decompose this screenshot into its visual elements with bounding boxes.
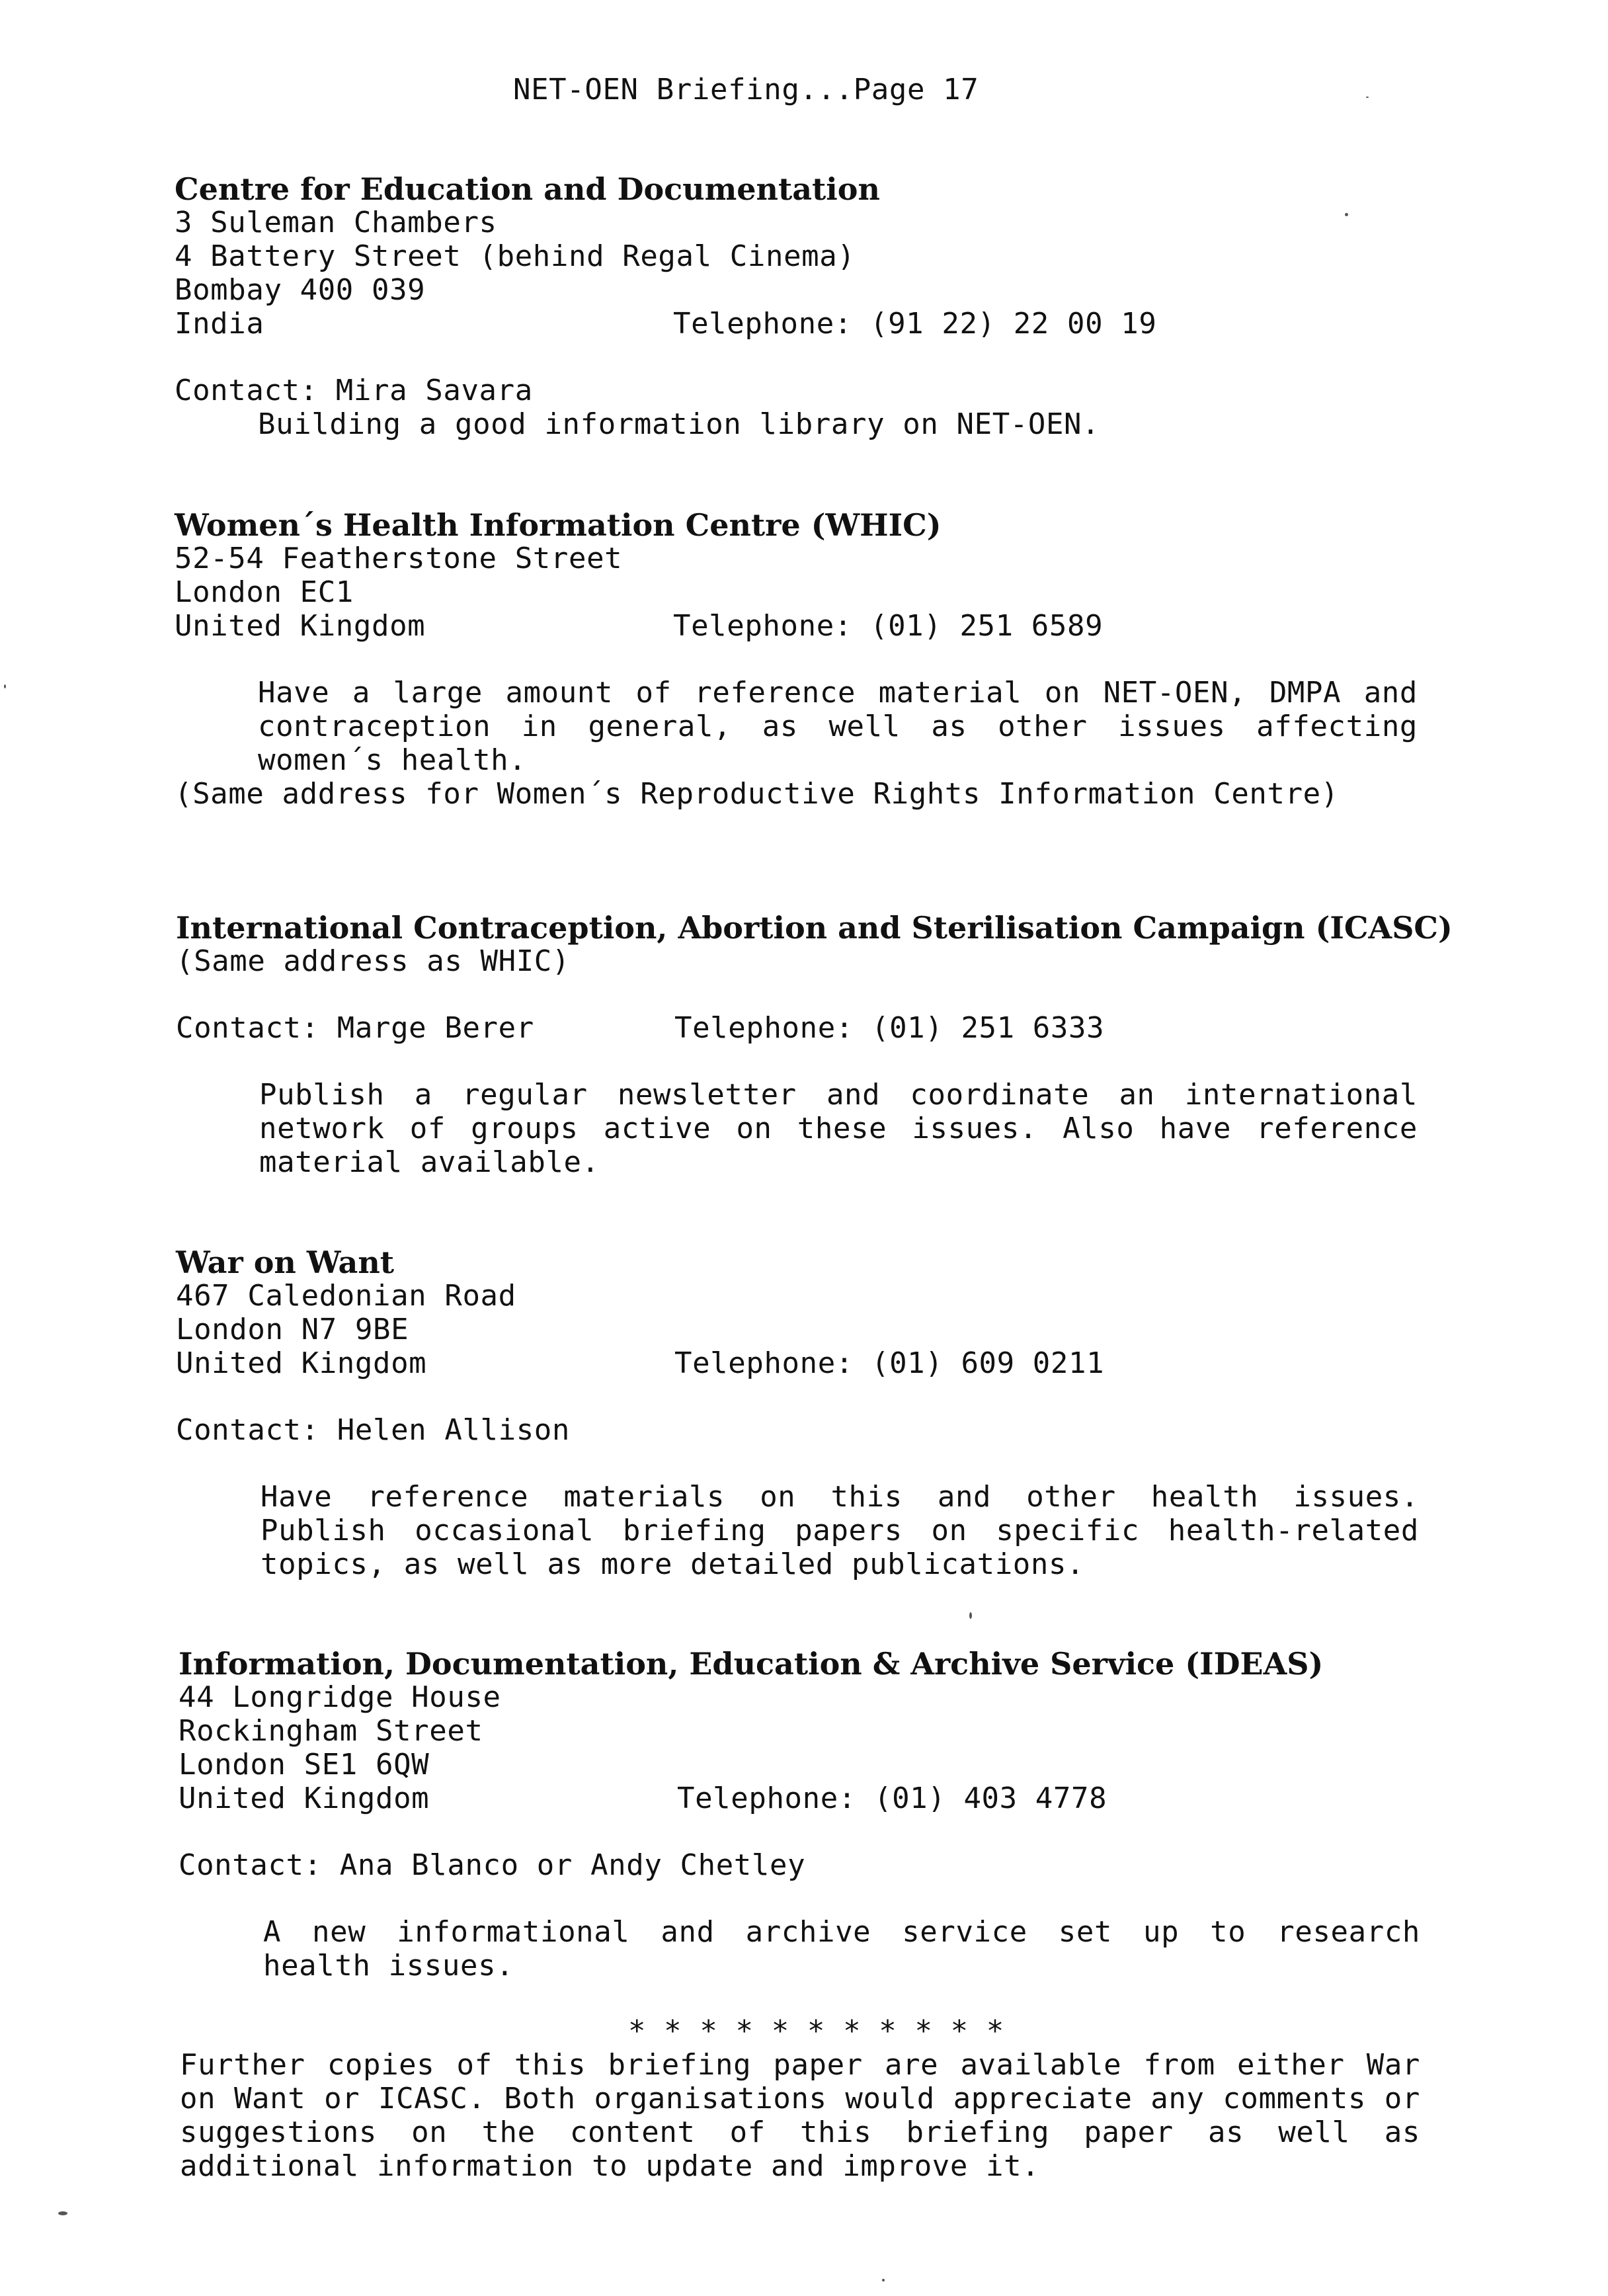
contact: Contact: Helen Allison	[176, 1413, 570, 1447]
scan-speck	[58, 2211, 67, 2215]
address-line: London EC1	[175, 575, 354, 609]
address-line: 3 Suleman Chambers	[175, 206, 497, 239]
scan-speck	[1366, 97, 1369, 98]
org-name: Centre for Education and Documentation	[175, 171, 880, 207]
page-header: NET-OEN Briefing...Page 17	[513, 73, 979, 106]
address-line: 4 Battery Street (behind Regal Cinema)	[175, 239, 856, 273]
contact: Contact: Mira Savara	[175, 374, 533, 407]
address-line: Bombay 400 039	[175, 273, 426, 307]
address-line: 52-54 Featherstone Street	[175, 542, 623, 575]
description: Have reference materials on this and other health issues. Publish occasional briefing papers on specific health-related topics, as well as more detailed publications.	[261, 1480, 1419, 1581]
description: A new informational and archive service set up to research health issues.	[263, 1915, 1420, 1983]
contact: Contact: Ana Blanco or Andy Chetley	[179, 1848, 806, 1882]
telephone: Telephone: (01) 403 4778	[677, 1782, 1107, 1815]
telephone: Telephone: (01) 251 6333	[674, 1011, 1105, 1045]
description: Building a good information library on NET-OEN.	[258, 407, 1100, 441]
org-name: Women´s Health Information Centre (WHIC)	[175, 507, 942, 543]
description: Have a large amount of reference material on NET-OEN, DMPA and contraception in general, as well as other issues affecting women´s health.	[258, 676, 1418, 777]
footer-note: Further copies of this briefing paper are available from either War on Want or ICASC. Both organisations would appreciate any comments or suggestions on the content of this briefing paper as well as additional information to update and improve it.	[180, 2048, 1420, 2183]
scan-speck	[882, 2279, 885, 2281]
address-line: (Same address as WHIC)	[176, 944, 570, 978]
scan-speck	[969, 1612, 972, 1619]
address-line: London SE1 6QW	[179, 1748, 430, 1782]
telephone: Telephone: (01) 251 6589	[673, 609, 1104, 643]
contact: Contact: Marge Berer	[176, 1011, 534, 1045]
address-line: India	[175, 307, 264, 341]
scan-speck	[1345, 213, 1348, 216]
address-line: Rockingham Street	[179, 1714, 483, 1748]
org-name: Information, Documentation, Education & Archive Service (IDEAS)	[179, 1646, 1324, 1682]
address-line: London N7 9BE	[176, 1313, 409, 1346]
address-line: 44 Longridge House	[179, 1680, 501, 1714]
separator: * * * * * * * * * * *	[628, 2014, 1004, 2048]
org-name: War on Want	[176, 1245, 395, 1280]
address-line: United Kingdom	[176, 1346, 427, 1380]
address-line: United Kingdom	[175, 609, 426, 643]
note: (Same address for Women´s Reproductive Rights Information Centre)	[175, 777, 1339, 811]
org-name: International Contraception, Abortion and Sterilisation Campaign (ICASC)	[176, 910, 1453, 946]
description: Publish a regular newsletter and coordinate an international network of groups active on these issues. Also have reference material available.	[259, 1078, 1418, 1179]
telephone: Telephone: (01) 609 0211	[674, 1346, 1105, 1380]
address-line: United Kingdom	[179, 1782, 430, 1815]
scan-speck	[4, 684, 6, 688]
address-line: 467 Caledonian Road	[176, 1279, 516, 1313]
telephone: Telephone: (91 22) 22 00 19	[673, 307, 1157, 341]
